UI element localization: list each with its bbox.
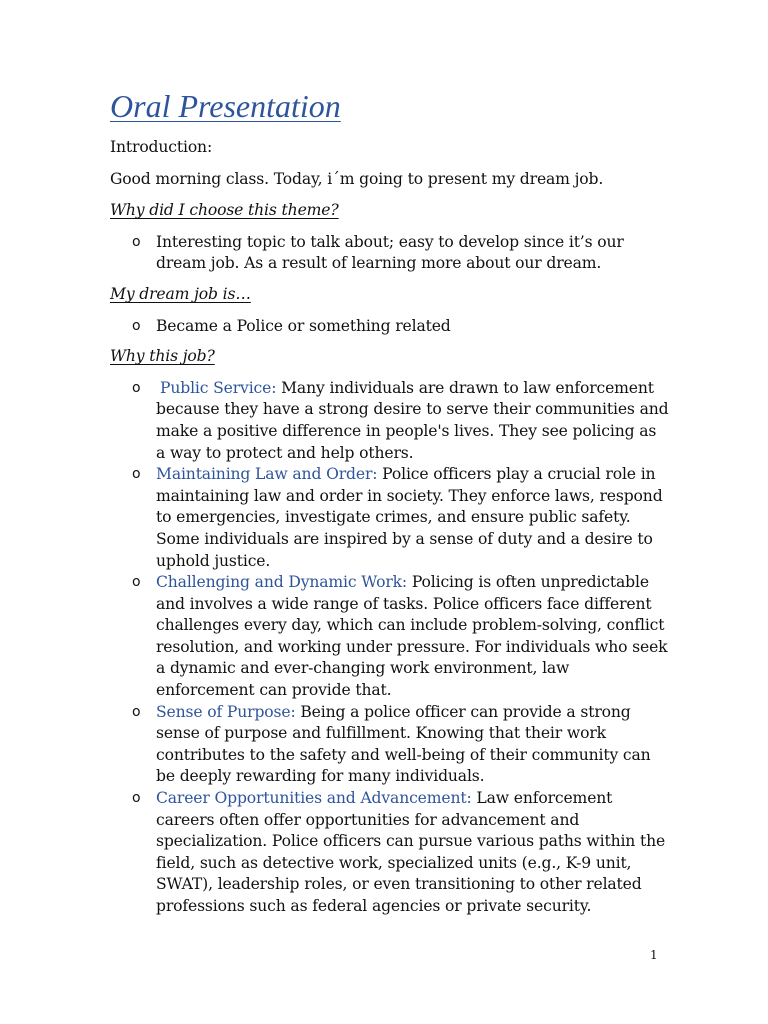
question-why-job: Why this job?	[110, 347, 215, 366]
question-theme: Why did I choose this theme?	[110, 201, 339, 220]
reason-term: Public Service:	[160, 378, 277, 397]
list-item	[110, 316, 670, 338]
reason-item-public-service	[110, 378, 670, 464]
reasons-list	[110, 378, 670, 918]
reason-item-law-and-order	[110, 464, 670, 572]
list-item	[110, 232, 670, 275]
list-item-text: Interesting topic to talk about; easy to develop since it’s our dream job. As a result of learning more about our dream.	[156, 232, 624, 273]
reason-term: Sense of Purpose:	[156, 702, 296, 721]
reason-term: Career Opportunities and Advancement:	[156, 789, 472, 808]
page-number: 1	[650, 948, 658, 962]
hollow-bullet-icon: o	[132, 317, 141, 334]
reason-item-dynamic-work	[110, 572, 670, 702]
hollow-bullet-icon: o	[132, 233, 141, 250]
reason-text: Policing is often unpredictable and involves a wide range of tasks. Police officers face different challenges every day, which can include problem-solving, conflict resolution, and working under pressure. For individuals who seek a dynamic and ever-changing work environment, law enforcement can provide that.	[156, 573, 668, 700]
hollow-bullet-icon: o	[132, 790, 141, 807]
page-title: Oral Presentation	[110, 88, 341, 124]
reason-item-sense-of-purpose	[110, 702, 670, 788]
document-body	[110, 86, 670, 927]
reason-text: Many individuals are drawn to law enforcement because they have a strong desire to serve their communities and make a positive difference in people's lives. They see policing as a way to protect and help others.	[156, 378, 669, 462]
greeting-paragraph: Good morning class. Today, i´m going to present my dream job.	[110, 169, 604, 188]
question-dream-job: My dream job is…	[110, 284, 251, 303]
dream-job-list	[110, 316, 670, 338]
hollow-bullet-icon: o	[132, 379, 141, 396]
hollow-bullet-icon: o	[132, 466, 141, 483]
reason-term: Challenging and Dynamic Work:	[156, 573, 408, 592]
hollow-bullet-icon: o	[132, 574, 141, 591]
reason-item-career-opportunities	[110, 788, 670, 918]
hollow-bullet-icon: o	[132, 703, 141, 720]
theme-list	[110, 232, 670, 275]
list-item-text: Became a Police or something related	[156, 316, 451, 335]
reason-term: Maintaining Law and Order:	[156, 465, 378, 484]
reason-text: Being a police officer can provide a strong sense of purpose and fulfillment. Knowing that their work contributes to the safety and well-being of their community can be deeply rewarding for many individuals.	[156, 702, 651, 786]
reason-text: Police officers play a crucial role in maintaining law and order in society. They enforce laws, respond to emergencies, investigate crimes, and ensure public safety. Some individuals are inspired by a sense of duty and a desire to uphold justice.	[156, 465, 663, 570]
reason-text: Law enforcement careers often offer opportunities for advancement and specialization. Police officers can pursue various paths within the field, such as detective work, specialized units (e.g., K-9 unit, SWAT), leadership roles, or even transitioning to other related professions such as federal agencies or private security.	[156, 789, 666, 915]
intro-label: Introduction:	[110, 138, 213, 156]
